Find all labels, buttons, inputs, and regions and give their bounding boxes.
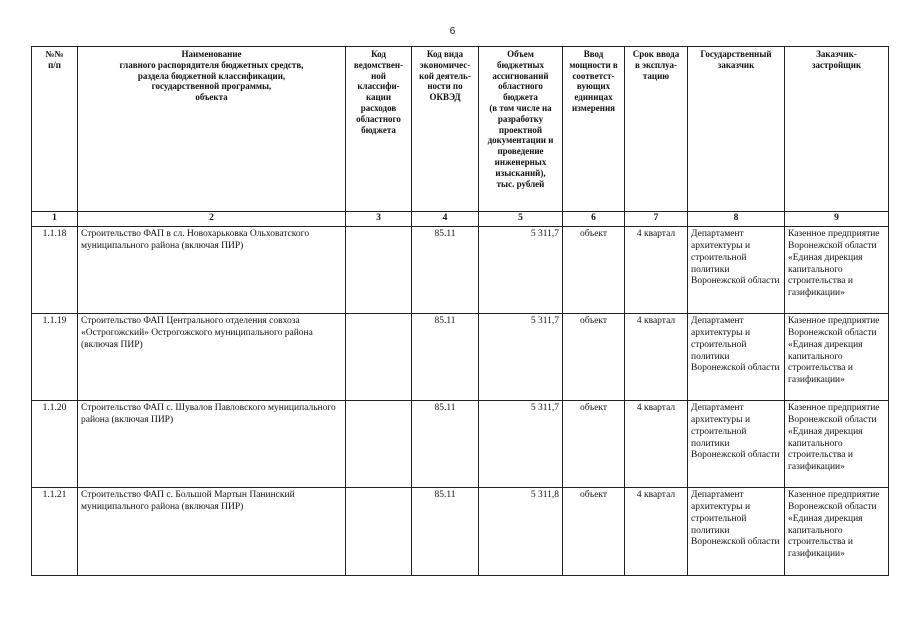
commission-term: 4 квартал bbox=[625, 400, 688, 487]
okved-code: 85.11 bbox=[412, 313, 479, 400]
developer: Казенное предприятие Воронежской области «Единая дирекция капитального строительства и газификации» bbox=[785, 313, 889, 400]
column-number: 4 bbox=[412, 212, 479, 227]
budget-table bbox=[31, 46, 889, 576]
table-row bbox=[32, 487, 889, 575]
commission-term: 4 квартал bbox=[625, 313, 688, 400]
header-cell-4: Код вида экономичес- кой деятель- ности по ОКВЭД bbox=[412, 47, 479, 212]
header-cell-6: Ввод мощности в соответст- вующих единицах измерения bbox=[563, 47, 625, 212]
developer: Казенное предприятие Воронежской области «Единая дирекция капитального строительства и газификации» bbox=[785, 226, 889, 313]
column-number: 6 bbox=[563, 212, 625, 227]
header-cell-8: Государственный заказчик bbox=[688, 47, 785, 212]
row-number: 1.1.21 bbox=[32, 487, 78, 575]
developer: Казенное предприятие Воронежской области «Единая дирекция капитального строительства и газификации» bbox=[785, 487, 889, 575]
table-row bbox=[32, 400, 889, 487]
okved-code: 85.11 bbox=[412, 400, 479, 487]
column-number: 3 bbox=[346, 212, 412, 227]
column-number: 7 bbox=[625, 212, 688, 227]
table-row bbox=[32, 313, 889, 400]
object-name: Строительство ФАП в сл. Новохарьковка Ольховатского муниципального района (включая ПИР) bbox=[78, 226, 346, 313]
dept-code bbox=[346, 400, 412, 487]
column-number: 9 bbox=[785, 212, 889, 227]
dept-code bbox=[346, 487, 412, 575]
capacity: объект bbox=[563, 400, 625, 487]
header-cell-5: Объем бюджетных ассигнований областного бюджета (в том числе на разработку проектной документации и проведение инженерных изысканий), тыс. рублей bbox=[479, 47, 563, 212]
developer: Казенное предприятие Воронежской области «Единая дирекция капитального строительства и газификации» bbox=[785, 400, 889, 487]
column-number: 5 bbox=[479, 212, 563, 227]
table-row bbox=[32, 226, 889, 313]
object-name: Строительство ФАП с. Большой Мартын Панинский муниципального района (включая ПИР) bbox=[78, 487, 346, 575]
column-number: 1 bbox=[32, 212, 78, 227]
object-name: Строительство ФАП с. Шувалов Павловского муниципального района (включая ПИР) bbox=[78, 400, 346, 487]
header-cell-9: Заказчик- застройщик bbox=[785, 47, 889, 212]
capacity: объект bbox=[563, 487, 625, 575]
commission-term: 4 квартал bbox=[625, 487, 688, 575]
capacity: объект bbox=[563, 313, 625, 400]
column-number: 2 bbox=[78, 212, 346, 227]
dept-code bbox=[346, 313, 412, 400]
commission-term: 4 квартал bbox=[625, 226, 688, 313]
capacity: объект bbox=[563, 226, 625, 313]
row-number: 1.1.18 bbox=[32, 226, 78, 313]
column-number-row bbox=[32, 212, 889, 227]
budget-volume: 5 311,8 bbox=[479, 487, 563, 575]
column-number: 8 bbox=[688, 212, 785, 227]
state-customer: Департамент архитектуры и строительной политики Воронежской области bbox=[688, 226, 785, 313]
header-cell-2: Наименование главного распорядителя бюджетных средств, раздела бюджетной классификации, государственной программы, объекта bbox=[78, 47, 346, 212]
state-customer: Департамент архитектуры и строительной политики Воронежской области bbox=[688, 487, 785, 575]
header-cell-3: Код ведомствен- ной классифи- кации расходов областного бюджета bbox=[346, 47, 412, 212]
dept-code bbox=[346, 226, 412, 313]
okved-code: 85.11 bbox=[412, 226, 479, 313]
header-cell-1: №№ п/п bbox=[32, 47, 78, 212]
budget-volume: 5 311,7 bbox=[479, 400, 563, 487]
page-number: 6 bbox=[449, 26, 456, 37]
header-cell-7: Срок ввода в эксплуа- тацию bbox=[625, 47, 688, 212]
row-number: 1.1.20 bbox=[32, 400, 78, 487]
state-customer: Департамент архитектуры и строительной политики Воронежской области bbox=[688, 400, 785, 487]
object-name: Строительство ФАП Центрального отделения совхоза «Острогожский» Острогожского муниципального района (включая ПИР) bbox=[78, 313, 346, 400]
budget-volume: 5 311,7 bbox=[479, 313, 563, 400]
header-row bbox=[32, 47, 889, 212]
okved-code: 85.11 bbox=[412, 487, 479, 575]
row-number: 1.1.19 bbox=[32, 313, 78, 400]
budget-volume: 5 311,7 bbox=[479, 226, 563, 313]
state-customer: Департамент архитектуры и строительной политики Воронежской области bbox=[688, 313, 785, 400]
